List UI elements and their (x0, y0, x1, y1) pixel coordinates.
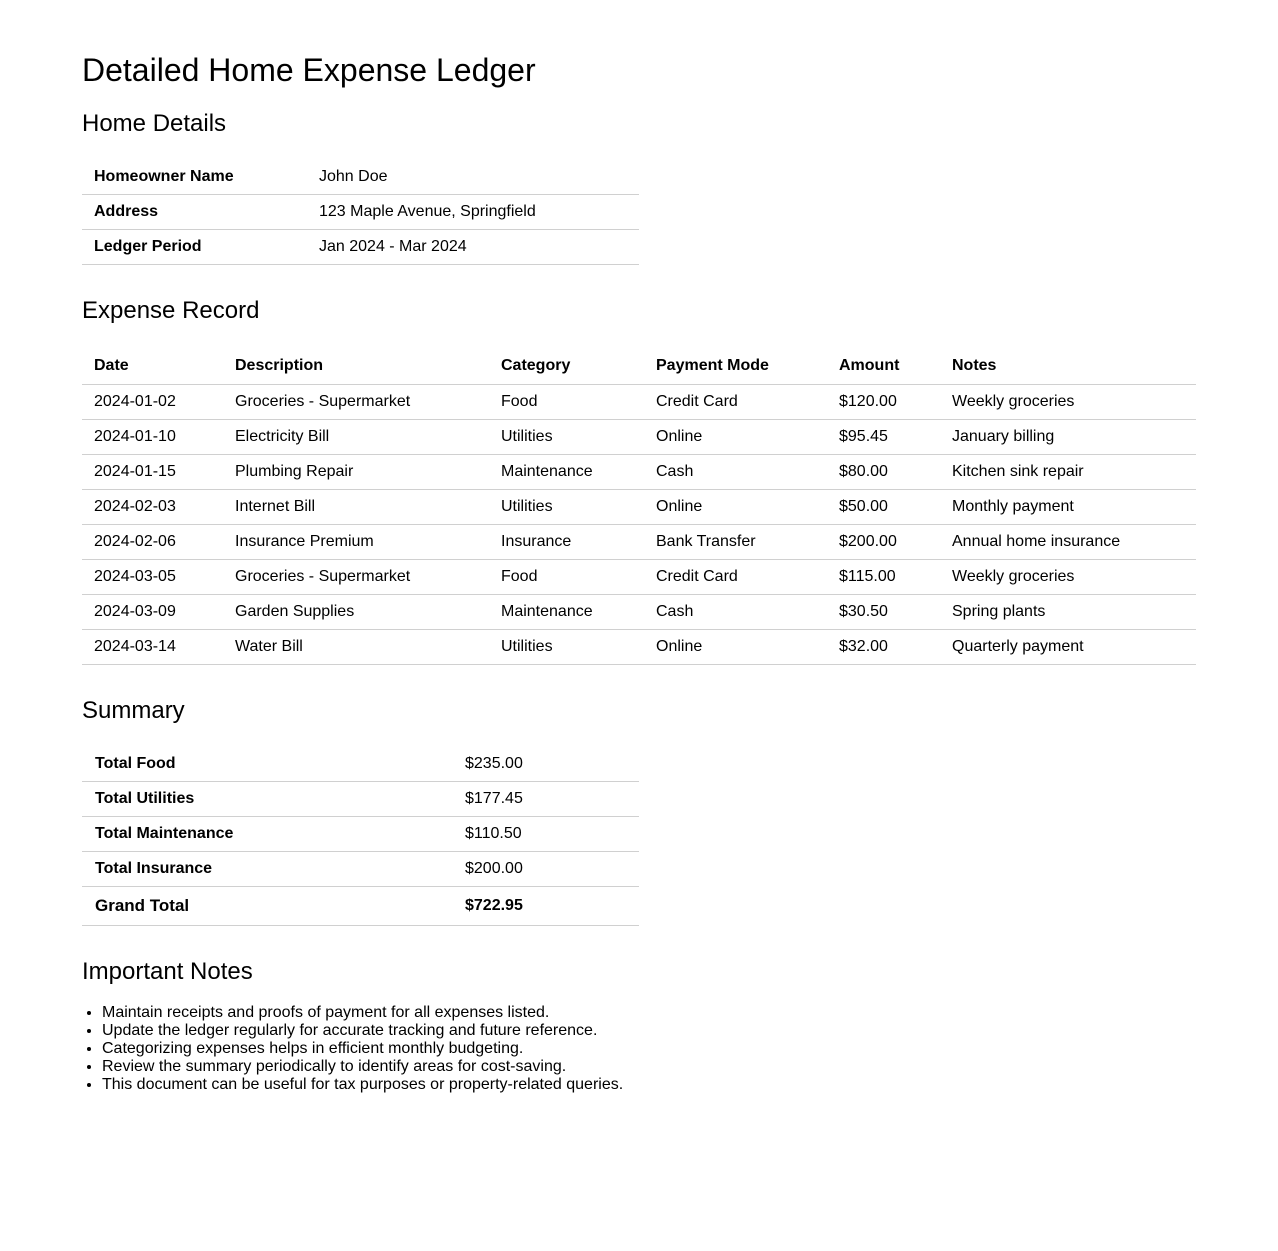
details-value: Jan 2024 - Mar 2024 (307, 230, 639, 265)
summary-row (82, 747, 639, 782)
cell-payment-mode: Credit Card (644, 560, 827, 595)
details-row (82, 160, 639, 195)
cell-category: Food (489, 560, 644, 595)
cell-description: Electricity Bill (223, 420, 489, 455)
table-row (82, 490, 1196, 525)
column-header-date: Date (82, 348, 223, 385)
table-row (82, 525, 1196, 560)
cell-description: Plumbing Repair (223, 455, 489, 490)
home-details-heading: Home Details (82, 110, 227, 137)
cell-date: 2024-03-09 (82, 595, 223, 630)
cell-amount: $95.45 (827, 420, 940, 455)
cell-amount: $80.00 (827, 455, 940, 490)
summary-value: $200.00 (453, 852, 639, 887)
cell-description: Groceries - Supermarket (223, 385, 489, 420)
cell-payment-mode: Online (644, 420, 827, 455)
cell-amount: $120.00 (827, 385, 940, 420)
list-item: • Update the ledger regularly for accurate tracking and future reference. (102, 1022, 1196, 1040)
table-header-row (82, 348, 1196, 385)
summary-label: Total Maintenance (82, 817, 453, 852)
expense-record-heading: Expense Record (82, 297, 260, 324)
summary-label: Total Utilities (82, 782, 453, 817)
grand-total-value: $722.95 (453, 887, 639, 926)
cell-payment-mode: Bank Transfer (644, 525, 827, 560)
details-label: Address (82, 195, 307, 230)
cell-category: Utilities (489, 630, 644, 665)
cell-payment-mode: Credit Card (644, 385, 827, 420)
cell-category: Maintenance (489, 595, 644, 630)
cell-description: Internet Bill (223, 490, 489, 525)
grand-total-label: Grand Total (82, 887, 453, 926)
cell-date: 2024-02-03 (82, 490, 223, 525)
home-details-table (82, 160, 639, 265)
cell-payment-mode: Online (644, 630, 827, 665)
summary-heading: Summary (82, 697, 185, 724)
cell-description: Insurance Premium (223, 525, 489, 560)
cell-category: Food (489, 385, 644, 420)
cell-category: Insurance (489, 525, 644, 560)
cell-date: 2024-03-05 (82, 560, 223, 595)
list-item: • This document can be useful for tax purposes or property-related queries. (102, 1076, 1196, 1094)
details-row (82, 230, 639, 265)
cell-amount: $50.00 (827, 490, 940, 525)
details-label: Ledger Period (82, 230, 307, 265)
summary-row (82, 852, 639, 887)
cell-description: Water Bill (223, 630, 489, 665)
list-item: • Review the summary periodically to identify areas for cost-saving. (102, 1058, 1196, 1076)
summary-row (82, 782, 639, 817)
cell-category: Utilities (489, 420, 644, 455)
column-header-category: Category (489, 348, 644, 385)
grand-total-row (82, 887, 639, 926)
list-item: • Categorizing expenses helps in efficient monthly budgeting. (102, 1040, 1196, 1058)
expense-record-table (82, 348, 1196, 665)
cell-notes: January billing (940, 420, 1196, 455)
summary-label: Total Food (82, 747, 453, 782)
cell-amount: $32.00 (827, 630, 940, 665)
cell-amount: $115.00 (827, 560, 940, 595)
cell-notes: Weekly groceries (940, 385, 1196, 420)
cell-description: Groceries - Supermarket (223, 560, 489, 595)
cell-date: 2024-01-10 (82, 420, 223, 455)
details-label: Homeowner Name (82, 160, 307, 195)
cell-description: Garden Supplies (223, 595, 489, 630)
table-row (82, 420, 1196, 455)
column-header-payment-mode: Payment Mode (644, 348, 827, 385)
summary-table (82, 747, 639, 926)
cell-notes: Monthly payment (940, 490, 1196, 525)
page-title: Detailed Home Expense Ledger (82, 52, 536, 88)
cell-category: Maintenance (489, 455, 644, 490)
cell-notes: Annual home insurance (940, 525, 1196, 560)
cell-payment-mode: Online (644, 490, 827, 525)
table-row (82, 385, 1196, 420)
summary-value: $235.00 (453, 747, 639, 782)
cell-amount: $30.50 (827, 595, 940, 630)
table-row (82, 630, 1196, 665)
column-header-description: Description (223, 348, 489, 385)
table-row (82, 560, 1196, 595)
cell-category: Utilities (489, 490, 644, 525)
cell-date: 2024-01-02 (82, 385, 223, 420)
summary-value: $177.45 (453, 782, 639, 817)
cell-date: 2024-03-14 (82, 630, 223, 665)
cell-notes: Spring plants (940, 595, 1196, 630)
cell-notes: Kitchen sink repair (940, 455, 1196, 490)
cell-notes: Weekly groceries (940, 560, 1196, 595)
cell-payment-mode: Cash (644, 595, 827, 630)
cell-date: 2024-01-15 (82, 455, 223, 490)
column-header-amount: Amount (827, 348, 940, 385)
cell-date: 2024-02-06 (82, 525, 223, 560)
details-value: John Doe (307, 160, 639, 195)
details-value: 123 Maple Avenue, Springfield (307, 195, 639, 230)
column-header-notes: Notes (940, 348, 1196, 385)
important-notes-list (82, 1004, 1196, 1094)
summary-value: $110.50 (453, 817, 639, 852)
list-item: • Maintain receipts and proofs of payment for all expenses listed. (102, 1004, 1196, 1022)
summary-label: Total Insurance (82, 852, 453, 887)
details-row (82, 195, 639, 230)
cell-amount: $200.00 (827, 525, 940, 560)
table-row (82, 595, 1196, 630)
summary-row (82, 817, 639, 852)
table-row (82, 455, 1196, 490)
important-notes-heading: Important Notes (82, 958, 253, 985)
cell-notes: Quarterly payment (940, 630, 1196, 665)
cell-payment-mode: Cash (644, 455, 827, 490)
